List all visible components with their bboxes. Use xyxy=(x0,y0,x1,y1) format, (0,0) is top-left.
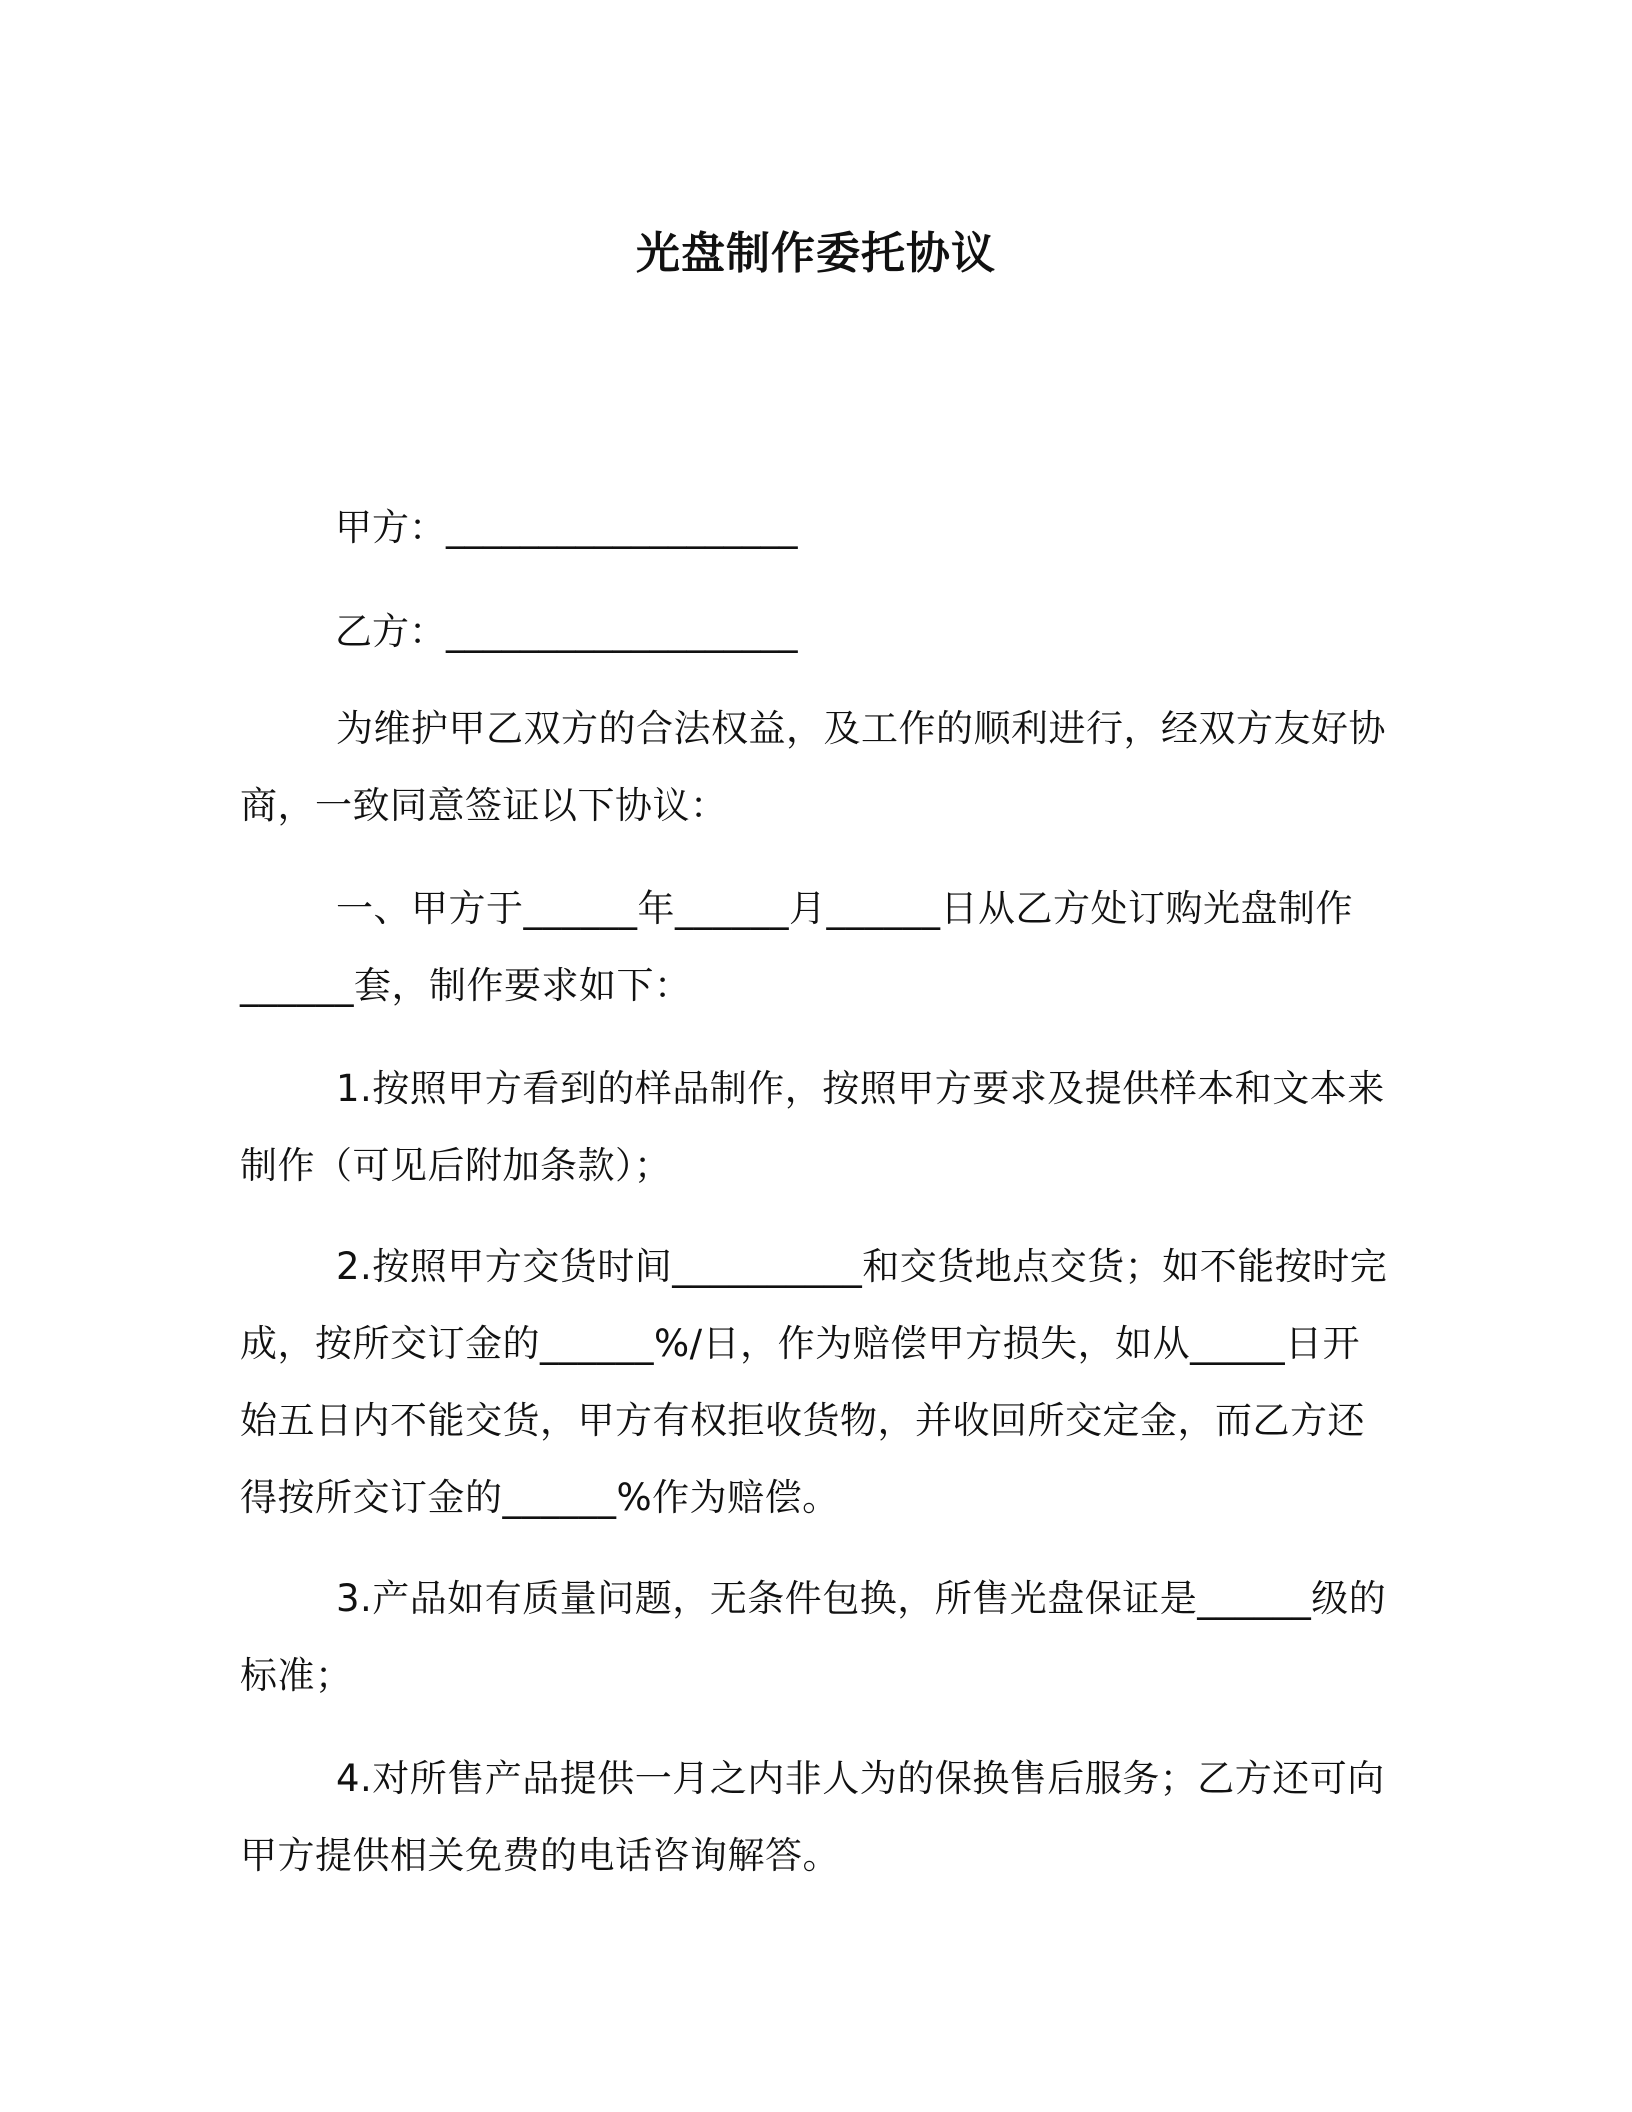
document-title: 光盘制作委托协议 xyxy=(636,228,996,279)
party-a-line: 甲方：___________________ xyxy=(335,506,798,549)
clause-1-paragraph: 一、甲方于______年______月______日从乙方处订购光盘制作______套，制作要求如下： xyxy=(240,887,1353,1007)
clause-1-item-2: 2.按照甲方交货时间__________和交货地点交货；如不能按时完成，按所交订金的______%/日，作为赔偿甲方损失，如从_____日开始五日内不能交货，甲方有权拒收货物，并收回所交定金，而乙方还得按所交订金的______%作为赔偿。 xyxy=(240,1245,1388,1519)
intro-paragraph: 为维护甲乙双方的合法权益，及工作的顺利进行，经双方友好协商，一致同意签证以下协议： xyxy=(240,707,1386,827)
clause-1-item-3: 3.产品如有质量问题，无条件包换，所售光盘保证是______级的标准； xyxy=(240,1577,1387,1697)
clause-1-item-1: 1.按照甲方看到的样品制作，按照甲方要求及提供样本和文本来制作（可见后附加条款）； xyxy=(240,1067,1385,1187)
party-b-line: 乙方：___________________ xyxy=(335,610,798,653)
clause-1-item-4: 4.对所售产品提供一月之内非人为的保换售后服务；乙方还可向甲方提供相关免费的电话咨询解答。 xyxy=(240,1757,1385,1877)
